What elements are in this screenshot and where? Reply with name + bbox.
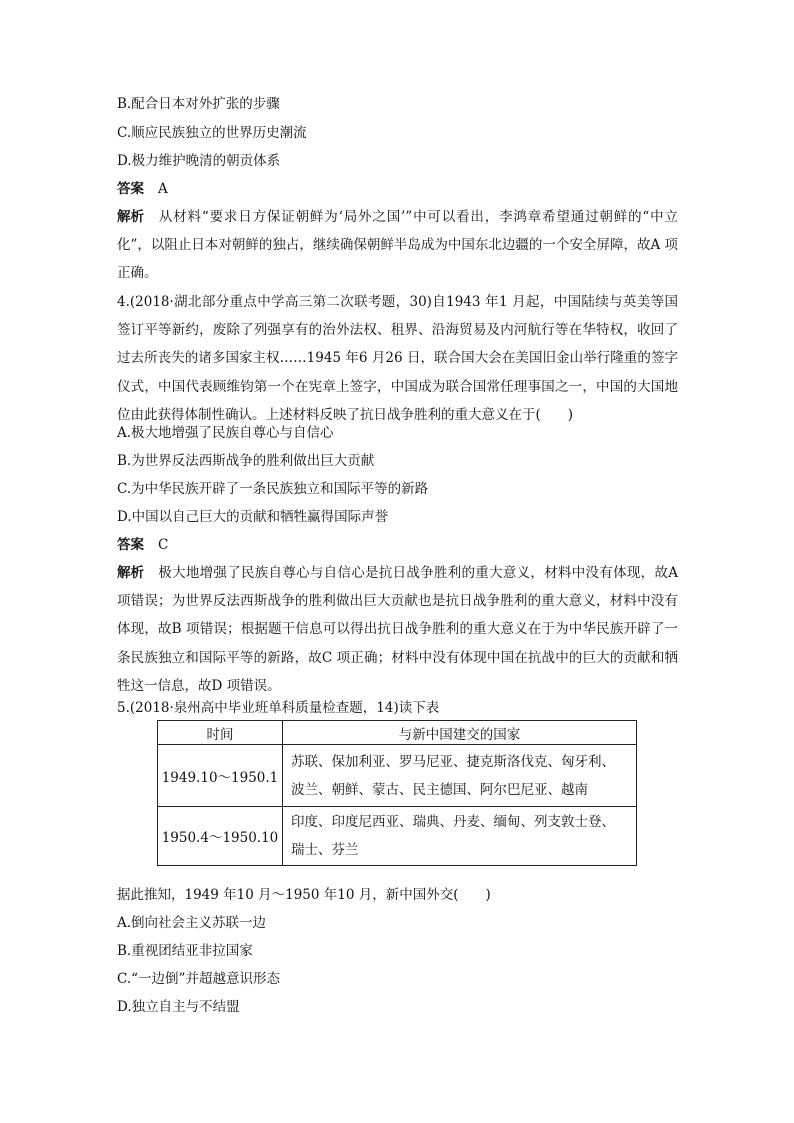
analysis-text: 从材料“要求日方保证朝鲜为‘局外之国’”中可以看出，李鸿章希望通过朝鲜的“中立化”，以阻止日本对朝鲜的独占，继续确保朝鲜半岛成为中国东北边疆的一个安全屏障，故A 项正确。 xyxy=(117,209,678,282)
answer-value: A xyxy=(158,181,168,197)
q3-option-c: C.顺应民族独立的世界历史潮流 xyxy=(117,125,307,141)
table-header-countries: 与新中国建交的国家 xyxy=(283,721,637,745)
answer-label: 答案 xyxy=(117,537,144,553)
q3-option-d: D.极力维护晚清的朝贡体系 xyxy=(117,153,281,169)
analysis-text: 极大地增强了民族自尊心与自信心是抗日战争胜利的重大意义，材料中没有体现，故A 项错误；为世界反法西斯战争的胜利做出巨大贡献也是抗日战争胜利的重大意义，材料中没有体现，故B 项错误；根据题干信息可以得出抗日战争胜利的重大意义在于为中华民族开辟了一条民族独立和国际平等的新路，故C 项正确；材料中没有体现中国在抗战中的巨大的贡献和牺牲这一信息，故D 项错误。 xyxy=(117,565,678,694)
q4-answer xyxy=(117,536,168,554)
q3-answer xyxy=(117,180,168,198)
q4-option-d: D.中国以自己巨大的贡献和牺牲赢得国际声誉 xyxy=(117,509,389,525)
answer-value: C xyxy=(158,537,169,553)
q5-option-b: B.重视团结亚非拉国家 xyxy=(117,943,253,959)
table-cell-countries: 苏联、保加利亚、罗马尼亚、捷克斯洛伐克、匈牙利、波兰、朝鲜、蒙古、民主德国、阿尔巴尼亚、越南 xyxy=(283,745,637,807)
q5-question: 据此推知，1949 年10 月～1950 年10 月，新中国外交( ) xyxy=(117,887,491,903)
q4-option-b: B.为世界反法西斯战争的胜利做出巨大贡献 xyxy=(117,453,375,469)
table-header-time: 时间 xyxy=(158,721,283,745)
q5-option-c: C.“一边倒”并超越意识形态 xyxy=(117,971,280,987)
table-cell-time: 1949.10～1950.1 xyxy=(158,745,283,807)
q4-analysis xyxy=(117,559,678,700)
q3-option-b: B.配合日本对外扩张的步骤 xyxy=(117,96,280,112)
table-cell-countries: 印度、印度尼西亚、瑞典、丹麦、缅甸、列支敦士登、瑞士、芬兰 xyxy=(283,807,637,866)
table-row xyxy=(158,745,637,807)
answer-label: 答案 xyxy=(117,181,144,197)
q5-option-d: D.独立自主与不结盟 xyxy=(117,999,240,1015)
q5-option-a: A.倒向社会主义苏联一边 xyxy=(117,915,267,931)
table-cell-time: 1950.4～1950.10 xyxy=(158,807,283,866)
table-row xyxy=(158,807,637,866)
q5-stem: 5.(2018·泉州高中毕业班单科质量检查题，14)读下表 xyxy=(117,700,440,716)
analysis-label: 解析 xyxy=(117,209,144,225)
diplomacy-table xyxy=(157,720,637,866)
q4-option-c: C.为中华民族开辟了一条民族独立和国际平等的新路 xyxy=(117,481,429,497)
q4-option-a: A.极大地增强了民族自尊心与自信心 xyxy=(117,425,334,441)
analysis-label: 解析 xyxy=(117,565,144,581)
q4-stem: 4.(2018·湖北部分重点中学高三第二次联考题，30)自1943 年1 月起，中国陆续与英美等国签订平等新约，废除了列强享有的治外法权、租界、沿海贸易及内河航行等在华特权，收回了过去所丧失的诸多国家主权……1945 年6 月26 日，联合国大会在美国旧金山举行隆重的签字仪式，中国代表顾维钧第一个在宪章上签字，中国成为联合国常任理事国之一，中国的大国地位由此获得体制性确认。上述材料反映了抗日战争胜利的重大意义在于( ) xyxy=(117,294,678,423)
table-header-row xyxy=(158,721,637,745)
q3-analysis xyxy=(117,203,678,288)
